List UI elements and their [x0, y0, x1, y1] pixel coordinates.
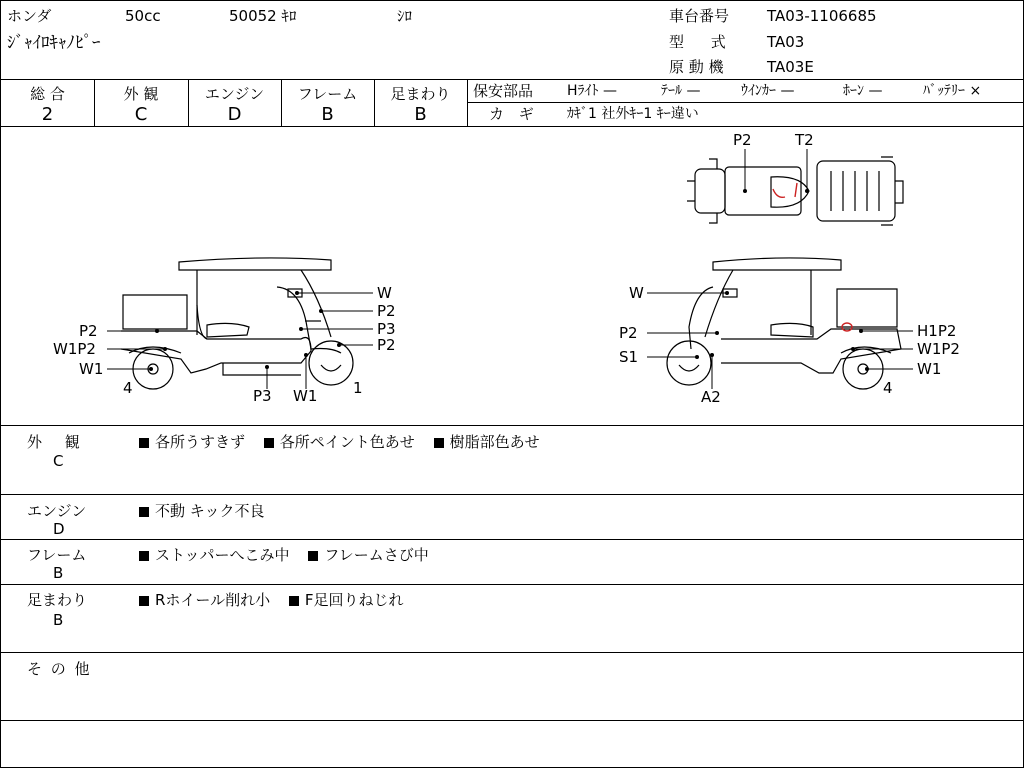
- grade-label-engine: エンジン: [204, 85, 265, 103]
- frame-no: TA03-1106685: [767, 7, 877, 25]
- engine-value: TA03E: [767, 58, 814, 76]
- scooter-top-view: [687, 157, 903, 225]
- diagram-label: A2: [701, 388, 721, 406]
- diagram-label: P2: [377, 302, 396, 320]
- divider: [1, 425, 1023, 426]
- detail-items-exterior: [139, 431, 554, 452]
- diagram-label: 4: [883, 379, 893, 397]
- key-label: カ ギ: [489, 105, 534, 123]
- detail-item: 各所うすきず: [155, 433, 246, 451]
- detail-label-other: そ の 他: [27, 660, 90, 678]
- displacement: 50cc: [125, 7, 161, 25]
- grade-value-frame: B: [321, 104, 334, 125]
- diagram-label: 4: [123, 379, 133, 397]
- frame-no-label: 車台番号: [669, 7, 730, 25]
- safety-item-winker: ｳｲﾝｶｰ —: [741, 83, 795, 99]
- safety-item-horn: ﾎｰﾝ —: [843, 83, 883, 99]
- detail-item: フレームさび中: [324, 546, 429, 564]
- diagram-label: P3: [377, 320, 396, 338]
- detail-grade-suspension: B: [53, 611, 64, 629]
- divider: [467, 102, 1023, 103]
- grade-label-suspension: 足まわり: [390, 85, 451, 103]
- key-value: ｶｷﾞ1 社外ｷｰ1 ｷｰ違い: [567, 106, 699, 122]
- detail-grade-exterior: C: [53, 452, 64, 470]
- pointer-dots: [149, 189, 869, 371]
- diagram-label: P2: [79, 322, 98, 340]
- diagram-label: H1P2: [917, 322, 957, 340]
- divider: [1, 652, 1023, 653]
- engine-label: 原 動 機: [669, 58, 724, 76]
- detail-item: 不動 キック不良: [155, 502, 265, 520]
- detail-item: 樹脂部色あせ: [449, 433, 540, 451]
- damage-diagram: [1, 127, 1023, 425]
- scooter-left-side-view: [121, 258, 353, 389]
- detail-item: Rホイール削れ小: [155, 591, 271, 609]
- detail-label-suspension: 足まわり: [27, 591, 88, 609]
- grade-value-engine: D: [227, 104, 242, 125]
- diagram-label: P2: [733, 131, 752, 149]
- grade-value-suspension: B: [414, 104, 427, 125]
- mileage: 50052 ｷﾛ: [229, 7, 297, 25]
- divider: [1, 720, 1023, 721]
- diagram-label: P2: [619, 324, 638, 342]
- diagram-label: W1: [917, 360, 942, 378]
- detail-items-engine: [139, 500, 278, 521]
- grade-value-exterior: C: [134, 104, 148, 125]
- grade-label-overall: 総 合: [30, 85, 65, 103]
- divider: [1, 584, 1023, 585]
- diagram-label: W1: [293, 387, 318, 405]
- detail-grade-engine: D: [53, 520, 65, 538]
- diagram-label: W: [377, 284, 392, 302]
- diagram-label: W1P2: [917, 340, 960, 358]
- grade-label-exterior: 外 観: [123, 85, 159, 103]
- divider: [1, 494, 1023, 495]
- divider: [1, 539, 1023, 540]
- grade-value-overall: 2: [41, 104, 54, 125]
- detail-label-frame: フレーム: [27, 546, 87, 564]
- diagram-label: W: [629, 284, 644, 302]
- divider: [1, 79, 1023, 80]
- maker: ホンダ: [7, 7, 52, 25]
- detail-label-exterior: 外 観: [27, 433, 80, 451]
- grade-label-frame: フレーム: [297, 85, 358, 103]
- color: ｼﾛ: [397, 7, 413, 25]
- diagram-label: S1: [619, 348, 639, 366]
- diagram-label: 1: [353, 379, 363, 397]
- safety-item-headlight: Hﾗｲﾄ —: [567, 83, 617, 99]
- safety-item-battery: ﾊﾞｯﾃﾘｰ ×: [923, 83, 982, 99]
- type-value: TA03: [767, 33, 805, 51]
- safety-item-tail: ﾃｰﾙ —: [661, 83, 701, 99]
- damage-marks: [773, 183, 852, 331]
- diagram-label: W1: [79, 360, 104, 378]
- diagram-label: W1P2: [53, 340, 96, 358]
- type-label: 型 式: [669, 33, 726, 51]
- detail-item: F足回りねじれ: [304, 591, 404, 609]
- safety-label: 保安部品: [473, 82, 534, 100]
- diagram-label: T2: [795, 131, 814, 149]
- detail-items-frame: [139, 544, 443, 565]
- detail-items-suspension: [139, 589, 418, 610]
- detail-item: ストッパーへこみ中: [155, 546, 290, 564]
- detail-label-engine: エンジン: [27, 502, 87, 520]
- pointer-lines: [107, 149, 913, 389]
- detail-item: 各所ペイント色あせ: [279, 433, 415, 451]
- diagram-label: P3: [253, 387, 272, 405]
- model-name: ｼﾞｬｲﾛｷｬﾉﾋﾟｰ: [7, 33, 101, 53]
- detail-grade-frame: B: [53, 564, 64, 582]
- diagram-label: P2: [377, 336, 396, 354]
